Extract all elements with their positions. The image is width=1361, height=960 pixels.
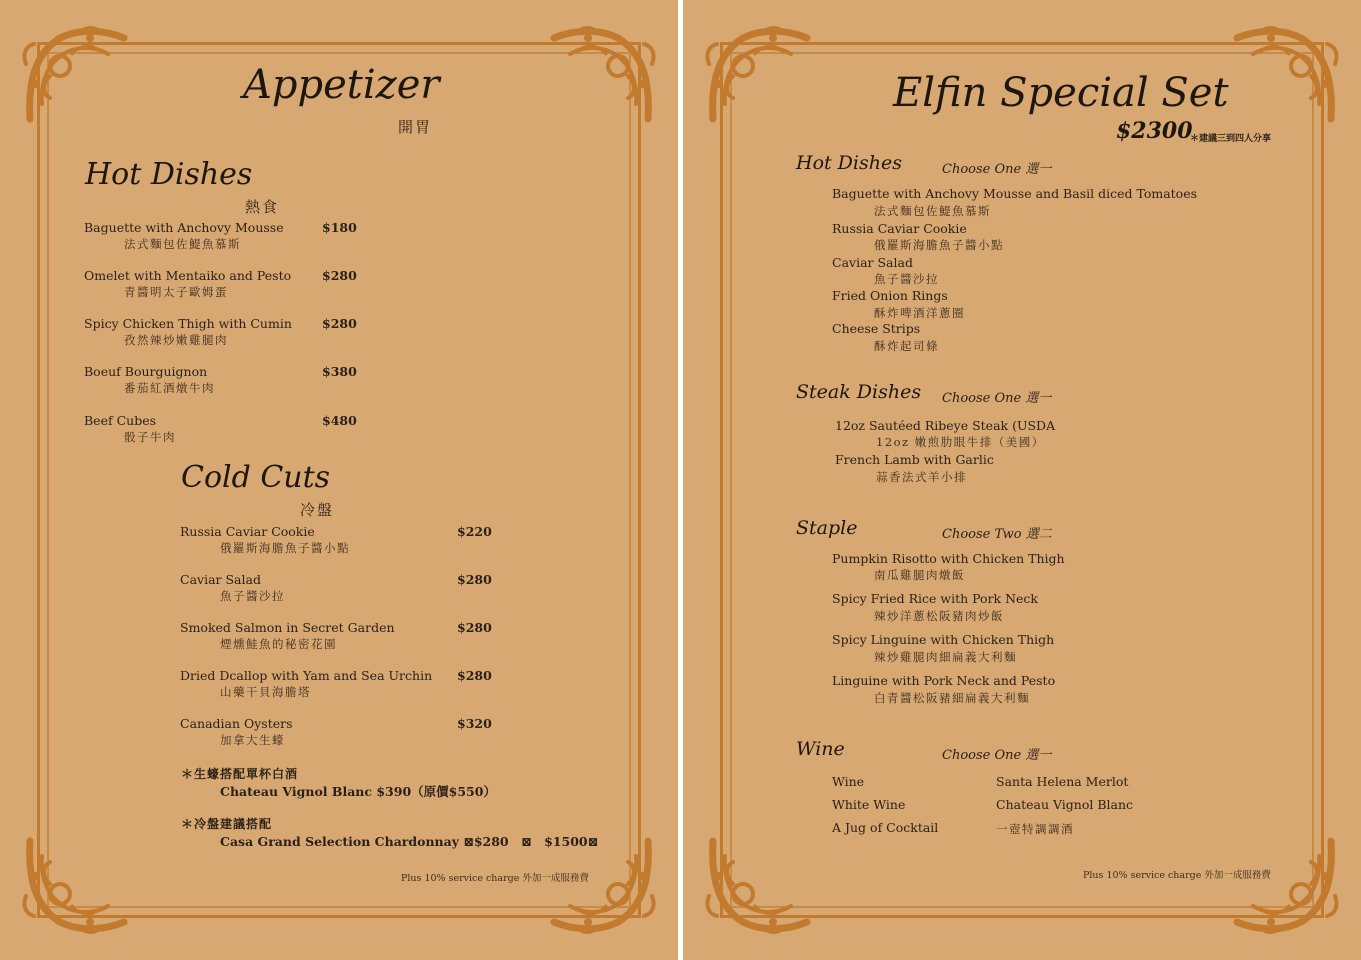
menu-item-price: $280 bbox=[457, 572, 492, 587]
menu-item-price: $280 bbox=[457, 620, 492, 635]
menu-item-name: Baguette with Anchovy Mousse and Basil diced Tomatoes bbox=[832, 186, 1198, 201]
menu-item-name: Beef Cubes bbox=[84, 413, 157, 428]
menu-item-name: Caviar Salad bbox=[832, 255, 913, 270]
menu-item-name-zh: 蒜香法式羊小排 bbox=[876, 470, 967, 484]
menu-item-price: $220 bbox=[457, 524, 492, 539]
wine-category: White Wine bbox=[832, 797, 906, 812]
menu-item-name: Russia Caviar Cookie bbox=[180, 524, 315, 539]
menu-item-name-zh: 青醬明太子歐姆蛋 bbox=[124, 285, 228, 299]
menu-item-price: $180 bbox=[322, 220, 357, 235]
share-note: ＊建議三到四人分享 bbox=[1190, 134, 1272, 144]
special-set-menu-page bbox=[683, 0, 1361, 960]
set-price: $2300 bbox=[1116, 118, 1193, 144]
choose-count: Choose One 選一 bbox=[942, 391, 1052, 406]
menu-item-name-zh: 俄羅斯海膽魚子醬小點 bbox=[874, 238, 1004, 252]
menu-item-name: Spicy Chicken Thigh with Cumin bbox=[84, 316, 292, 331]
menu-item-name-zh: 酥炸起司條 bbox=[874, 339, 939, 353]
menu-item-name-zh: 法式麵包佐鯷魚慕斯 bbox=[124, 237, 241, 251]
section-title-hot-dishes-zh: 熱食 bbox=[245, 198, 280, 216]
menu-item-name-zh: 煙燻鮭魚的秘密花園 bbox=[220, 637, 337, 651]
section-title-cold-cuts-zh: 冷盤 bbox=[300, 501, 335, 519]
pairing-note-title: ＊生蠔搭配單杯白酒 bbox=[181, 767, 299, 781]
menu-item-name-zh: 南瓜雞腿肉燉飯 bbox=[874, 568, 965, 582]
menu-item-name-zh: 12oz 嫩煎肋眼牛排（美國） bbox=[876, 435, 1045, 449]
page-title: Elfin Special Set bbox=[893, 70, 1229, 116]
ornament-corner-icon bbox=[1231, 836, 1341, 936]
menu-item-price: $320 bbox=[457, 716, 492, 731]
menu-item-price: $380 bbox=[322, 364, 357, 379]
pairing-note-wine: Chateau Vignol Blanc $390（原價$550） bbox=[220, 784, 496, 799]
ornament-corner-icon bbox=[548, 24, 658, 124]
page-title: Appetizer bbox=[243, 62, 440, 108]
menu-item-name-zh: 辣炒洋蔥松阪豬肉炒飯 bbox=[874, 609, 1004, 623]
menu-item-name-zh: 俄羅斯海膽魚子醬小點 bbox=[220, 541, 350, 555]
ornament-corner-icon bbox=[703, 24, 813, 124]
menu-item-name-zh: 番茄紅酒燉牛肉 bbox=[124, 381, 215, 395]
page-title-zh: 開胃 bbox=[398, 118, 433, 136]
section-title-hot-dishes: Hot Dishes bbox=[796, 152, 902, 174]
menu-item-name-zh: 辣炒雞腿肉細扁義大利麵 bbox=[874, 650, 1017, 664]
menu-item-name: Spicy Fried Rice with Pork Neck bbox=[832, 591, 1039, 606]
ornament-corner-icon bbox=[548, 836, 658, 936]
service-charge-note: Plus 10% service charge 外加一成服務費 bbox=[1083, 870, 1271, 881]
section-title-hot-dishes: Hot Dishes bbox=[85, 157, 253, 192]
service-charge-note: Plus 10% service charge 外加一成服務費 bbox=[401, 873, 589, 884]
menu-item-name-zh: 魚子醬沙拉 bbox=[874, 272, 939, 286]
section-title-wine: Wine bbox=[796, 738, 845, 760]
ornament-corner-icon bbox=[1231, 24, 1341, 124]
appetizer-menu-page bbox=[0, 0, 678, 960]
wine-name: 一壺特調調酒 bbox=[996, 822, 1074, 836]
menu-item-name: Linguine with Pork Neck and Pesto bbox=[832, 673, 1056, 688]
menu-item-name: Canadian Oysters bbox=[180, 716, 293, 731]
section-title-staple: Staple bbox=[796, 517, 858, 539]
menu-item-name: Russia Caviar Cookie bbox=[832, 221, 967, 236]
ornament-corner-icon bbox=[703, 836, 813, 936]
section-title-cold-cuts: Cold Cuts bbox=[181, 460, 331, 495]
menu-item-name: 12oz Sautéed Ribeye Steak (USDA bbox=[835, 418, 1056, 433]
menu-item-price: $480 bbox=[322, 413, 357, 428]
pairing-note-wine: Casa Grand Selection Chardonnay ⊠$280 ⊠ $1500⊠ bbox=[220, 834, 599, 849]
wine-name: Santa Helena Merlot bbox=[996, 774, 1129, 789]
menu-item-name: Cheese Strips bbox=[832, 321, 921, 336]
choose-count: Choose One 選一 bbox=[942, 162, 1052, 177]
choose-count: Choose One 選一 bbox=[942, 748, 1052, 763]
menu-item-name-zh: 山藥干貝海膽塔 bbox=[220, 685, 311, 699]
menu-item-price: $280 bbox=[457, 668, 492, 683]
menu-item-name: Caviar Salad bbox=[180, 572, 261, 587]
menu-item-name-zh: 魚子醬沙拉 bbox=[220, 589, 285, 603]
menu-item-name: Spicy Linguine with Chicken Thigh bbox=[832, 632, 1055, 647]
menu-item-name-zh: 法式麵包佐鯷魚慕斯 bbox=[874, 204, 991, 218]
menu-item-name-zh: 白青醬松阪豬細扁義大利麵 bbox=[874, 691, 1030, 705]
pairing-note-title: ＊冷盤建議搭配 bbox=[181, 817, 273, 831]
menu-item-name: Baguette with Anchovy Mousse bbox=[84, 220, 284, 235]
menu-item-name-zh: 加拿大生蠔 bbox=[220, 733, 285, 747]
menu-item-name: French Lamb with Garlic bbox=[835, 452, 994, 467]
wine-name: Chateau Vignol Blanc bbox=[996, 797, 1134, 812]
menu-item-name: Dried Dcallop with Yam and Sea Urchin bbox=[180, 668, 433, 683]
section-title-steak-dishes: Steak Dishes bbox=[796, 381, 922, 403]
wine-category: A Jug of Cocktail bbox=[832, 820, 939, 835]
menu-item-name: Fried Onion Rings bbox=[832, 288, 948, 303]
menu-item-name-zh: 酥炸啤酒洋蔥圈 bbox=[874, 306, 965, 320]
menu-item-name: Omelet with Mentaiko and Pesto bbox=[84, 268, 292, 283]
menu-item-name-zh: 骰子牛肉 bbox=[124, 430, 176, 444]
menu-item-price: $280 bbox=[322, 316, 357, 331]
menu-item-price: $280 bbox=[322, 268, 357, 283]
menu-item-name: Boeuf Bourguignon bbox=[84, 364, 208, 379]
wine-category: Wine bbox=[832, 774, 865, 789]
choose-count: Choose Two 選二 bbox=[942, 527, 1052, 542]
menu-item-name: Smoked Salmon in Secret Garden bbox=[180, 620, 395, 635]
ornament-corner-icon bbox=[20, 836, 130, 936]
menu-item-name-zh: 孜然辣炒嫩雞腿肉 bbox=[124, 333, 228, 347]
ornament-corner-icon bbox=[20, 24, 130, 124]
menu-item-name: Pumpkin Risotto with Chicken Thigh bbox=[832, 551, 1065, 566]
